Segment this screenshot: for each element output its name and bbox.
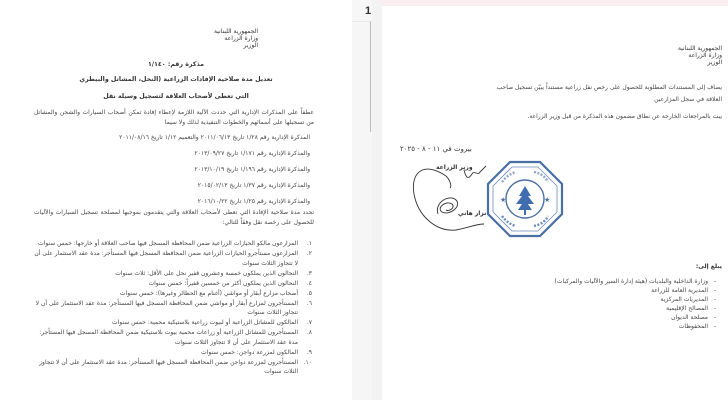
letterhead — [678, 45, 722, 66]
reference-line: المذكرة الإدارية رقم ١/٢٨ تاريخ ٢٠١١/٠٦/١٣ والتعميم ١/١٢ تاريخ ٢٠١١/٠٨/١٦ — [119, 134, 310, 141]
letterhead-republic: الجمهورية اللبنانية — [213, 28, 258, 35]
list-item — [30, 358, 312, 377]
page-top-band — [382, 0, 728, 6]
list-number: ١. — [306, 240, 312, 247]
decision-intro: تحدد مدة صلاحية الإفادة التي تعطى لأصحاب العلاقة والتي يتقدمون بموجبها لمصلحة تسجيل السيارات والآليات للحصول على رخصة نقل وفقاً للتالي: — [34, 209, 314, 226]
external-appeals-paragraph: يبت بالمراجعات الخارجة عن نطاق مضمون هذه المذكرة من قبل وزير الزراعة. — [527, 113, 722, 120]
handwritten-signature-icon — [406, 158, 496, 236]
list-text: المزارعون مالكو الحيازات الزراعية ضمن المحافظة المسجل فيها صاحب العلاقة أو خارجها: خمس سنوات — [38, 240, 298, 247]
requirement-paragraph-line2: العلاقة في سجل المزارعين — [654, 96, 722, 103]
page-number-tab[interactable]: 1 — [346, 0, 390, 22]
list-number: ٧. — [306, 319, 312, 326]
signatory-title: وزير الزراعة — [436, 164, 473, 171]
memo-title-line2: التي تعطى لأصحاب العلاقة لتسجيل وسيلة نقل — [103, 93, 249, 100]
list-item — [30, 239, 312, 249]
memo-intro: عطفاً على المذكرات الإدارية التي حددت الآلية اللازمة لإعطاء إفادة تمكن أصحاب السيارات والشحن والمشاتل من تسجيلها على أسمائهم والخطوات التنفيذية لذلك ولا سيما — [34, 109, 314, 126]
list-item — [30, 348, 312, 358]
memo-title-line1: تعديل مدة صلاحية الإفادات الزراعية (النحل، المشاتل والبيطري — [79, 76, 273, 83]
distribution-item: -وزارة الداخلية والبلديات (هيئة إدارة السير والآليات والمركبات) — [554, 278, 717, 285]
svg-text:★: ★ — [544, 196, 551, 204]
letterhead-ministry: وزارة الزراعة — [688, 52, 722, 59]
official-stamp-icon — [486, 160, 564, 238]
page-divider-line — [370, 22, 371, 132]
memo-number: مذكرة رقم: ١/١٤٠ — [147, 61, 205, 68]
reference-line: والمذكرة الإدارية رقم ١/١٧١ تاريخ ٢٠١٣/٠٩/٢٧ — [194, 150, 310, 157]
list-item — [30, 328, 312, 347]
list-item — [30, 318, 312, 328]
distribution-item: -مصلحة الديوان — [671, 314, 717, 321]
list-text: المستأجرون للمشاتل الزراعية أو زراعات محمية بيوت بلاستيكية ضمن المحافظة المسجل فيها المستأجر: مدة عقد الاستثمار على أن لا تتجاوز الثلاث سنوات — [39, 329, 298, 346]
letterhead-minister: الوزير — [707, 59, 722, 66]
place-and-date: بيروت في ١١ - ٨ - ٢٠٢٥ — [400, 145, 472, 153]
distribution-title: يبلغ إلى: — [695, 263, 722, 270]
distribution-item: -المديريات المركزية — [660, 296, 717, 303]
list-text: النحالون الذين يملكون خمسة وعشرون قفير نحل على الأقل: ثلاث سنوات — [115, 269, 298, 277]
page-gutter — [352, 0, 372, 400]
list-text: أصحاب مزارع أبقار أو مواشي (أغنام مع الحظائر وغيرها): خمس سنوات — [119, 289, 298, 297]
letterhead — [214, 28, 258, 49]
list-item — [30, 299, 312, 318]
requirement-paragraph-line1: يضاف إلى المستندات المطلوبة للحصول على رخص نقل زراعية مستنداً يبيّن تسجيل صاحب — [496, 84, 722, 91]
letterhead-ministry: وزارة الزراعة — [224, 35, 258, 42]
page-edge-shadow — [372, 0, 382, 400]
distribution-item: -المحفوظات — [678, 323, 717, 330]
letterhead-republic: الجمهورية اللبنانية — [677, 45, 722, 52]
list-number: ٤. — [306, 279, 312, 287]
list-number: ٣. — [306, 269, 312, 277]
reference-line: والمذكرة الإدارية رقم ١/٢٥ تاريخ ٢٠١٦/١٠/٢٢ — [197, 198, 310, 205]
validity-list — [30, 239, 312, 377]
list-number: ٥. — [306, 289, 312, 297]
reference-line: والمذكرة الإدارية رقم ١/٣٧ تاريخ ٢٠١٥/٠٢/١٣ — [197, 182, 310, 189]
distribution-item: -المصالح الإقليمية — [666, 305, 717, 312]
list-text: المزارعون مستأجرو الحيازات الزراعية ضمن المحافظة المسجل فيها المستأجر: مدة عقد الاستثمار على أن لا تتجاوز الثلاث سنوات — [34, 250, 298, 267]
list-text: المستأجرون لمزرعة دواجن ضمن المحافظة المسجل فيها المستأجر: مدة عقد الاستثمار على أن لا تتجاوز الثلاث سنوات — [39, 358, 298, 375]
list-number: ٦. — [306, 299, 312, 307]
svg-text:★: ★ — [500, 196, 507, 204]
list-number: ٩. — [306, 348, 312, 356]
distribution-list — [555, 277, 723, 331]
list-text: المالكون للمشاتل الزراعية أو لبيوت زراعية بلاستيكية محمية: خمس سنوات — [111, 319, 298, 326]
document-page-left — [0, 0, 352, 400]
list-text: النحالون الذين يملكون أكثر من خمسين قفيراً: خمس سنوات — [148, 279, 298, 287]
signatory-name: نزار هاني — [458, 210, 487, 217]
list-number: ٨. — [306, 329, 312, 336]
distribution-item: -المديرية العامة للزراعة — [651, 287, 717, 294]
reference-line: والمذكرة الإدارية رقم ١/١٩٦ تاريخ ٢٠١٣/١٠/١٩ — [194, 166, 310, 173]
list-item — [30, 289, 312, 299]
list-number: ٢. — [306, 250, 312, 257]
list-item — [30, 269, 312, 279]
list-item — [30, 249, 312, 268]
list-item — [30, 279, 312, 289]
list-number: ١٠. — [303, 358, 312, 366]
letterhead-minister: الوزير — [243, 42, 258, 49]
list-text: المالكون لمزرعة دواجن: خمس سنوات — [201, 348, 298, 356]
list-text: المستأجرون لمزارع أبقار أو مواشي ضمن المحافظة المسجل فيها المستأجر: مدة عقد الاستثمار على أن لا تتجاوز الثلاث سنوات — [35, 299, 298, 316]
